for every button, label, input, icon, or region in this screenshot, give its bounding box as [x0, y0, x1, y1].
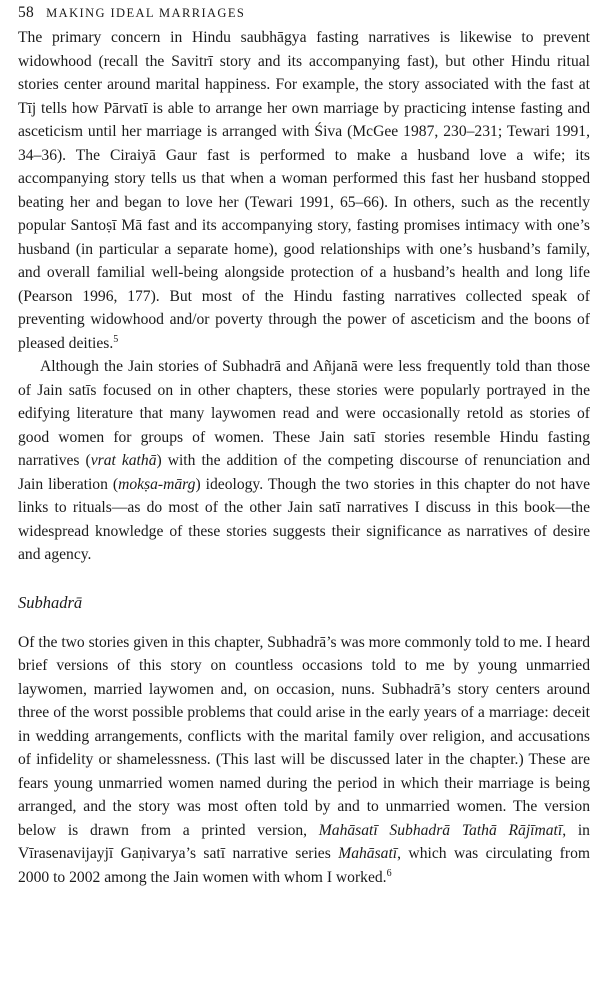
italic-title: mokṣa-mārg: [118, 475, 196, 493]
text-run: ) with the addition of the competing discourse of renunciation and Jain liberation (: [18, 452, 590, 493]
page-number: 58: [18, 4, 35, 21]
section-heading: Subhadrā: [18, 592, 83, 612]
italic-title: vrat kathā: [90, 452, 157, 469]
book-page: [18, 2, 590, 889]
body-paragraph: [18, 355, 590, 567]
body-text-after-heading: [18, 631, 590, 890]
body-text-before-heading: [18, 26, 590, 567]
text-run: The primary concern in Hindu saubhāgya fasting narratives is likewise to prevent widowhood (recall the Savitrī story and its accompanying fast), but other Hindu ritual stories center around marital happiness. For example, the story associated with the fast at Tīj tells how Pārvatī is able to arrange her own marriage by practicing intense fasting and asceticism until her marriage is arranged with Śiva (McGee 1987, 230–231; Tewari 1991, 34–36). The Ciraiyā Gaur fast is performed to make a husband love a wife; its accompanying story tells us that when a woman performed this fast her husband stopped beating her and began to love her (Tewari 1991, 65–66). In others, such as the recently popular Santoṣī Mā fast and its accompanying story, fasting promises intimacy with one’s husband (in particular a separate home), good relationships with one’s husband’s family, and overall familial well-being alongside protection of a husband’s health and long life (Pearson 1996, 177). But most of the Hindu fasting narratives collected speak of preventing widowhood and/or poverty through the power of asceticism and the boons of pleased deities.: [18, 29, 590, 352]
running-head-title: MAKING IDEAL MARRIAGES: [46, 6, 246, 20]
italic-title: Mahāsatī: [338, 845, 398, 862]
italic-title: Mahāsatī Subhadrā Tathā Rājīmatī: [318, 821, 563, 839]
text-run: Although the Jain stories of Subhadrā and Añjanā were less frequently told than those of Jain satīs focused on in other chapters, these stories were popularly portrayed in the edifying literature that many laywomen read and were occasionally retold as stories of good women for groups of women. These Jain satī stories resemble Hindu fasting narratives (: [18, 358, 590, 469]
footnote-marker: 6: [386, 867, 392, 879]
text-run: , in Vīrasenavijayjī Gaṇivarya’s satī narrative series: [18, 821, 590, 862]
footnote-marker: 5: [113, 333, 119, 345]
body-paragraph: [18, 26, 590, 355]
text-run: , which was circulating from 2000 to 2002 among the Jain women with whom I worked.: [18, 845, 590, 886]
body-paragraph: [18, 631, 590, 890]
text-run: Of the two stories given in this chapter, Subhadrā’s was more commonly told to me. I heard brief versions of this story on countless occasions told to me by young unmarried laywomen, married laywomen and, on occasion, nuns. Subhadrā’s story centers around three of the worst possible problems that could arise in the early years of a marriage: deceit in wedding arrangements, conflicts with the marital family over religion, and accusations of infidelity or shamelessness. (This last will be discussed later in the chapter.) These are fears young unmarried women named during the period in which their marriage is being arranged, and the story was most often told by and to unmarried women. The version below is drawn from a printed version,: [18, 633, 590, 839]
text-run: ) ideology. Though the two stories in this chapter do not have links to rituals—as do most of the other Jain satī narratives I discuss in this book—the widespread knowledge of these stories suggests their significance as narratives of desire and agency.: [18, 475, 590, 563]
running-head: [18, 2, 590, 26]
